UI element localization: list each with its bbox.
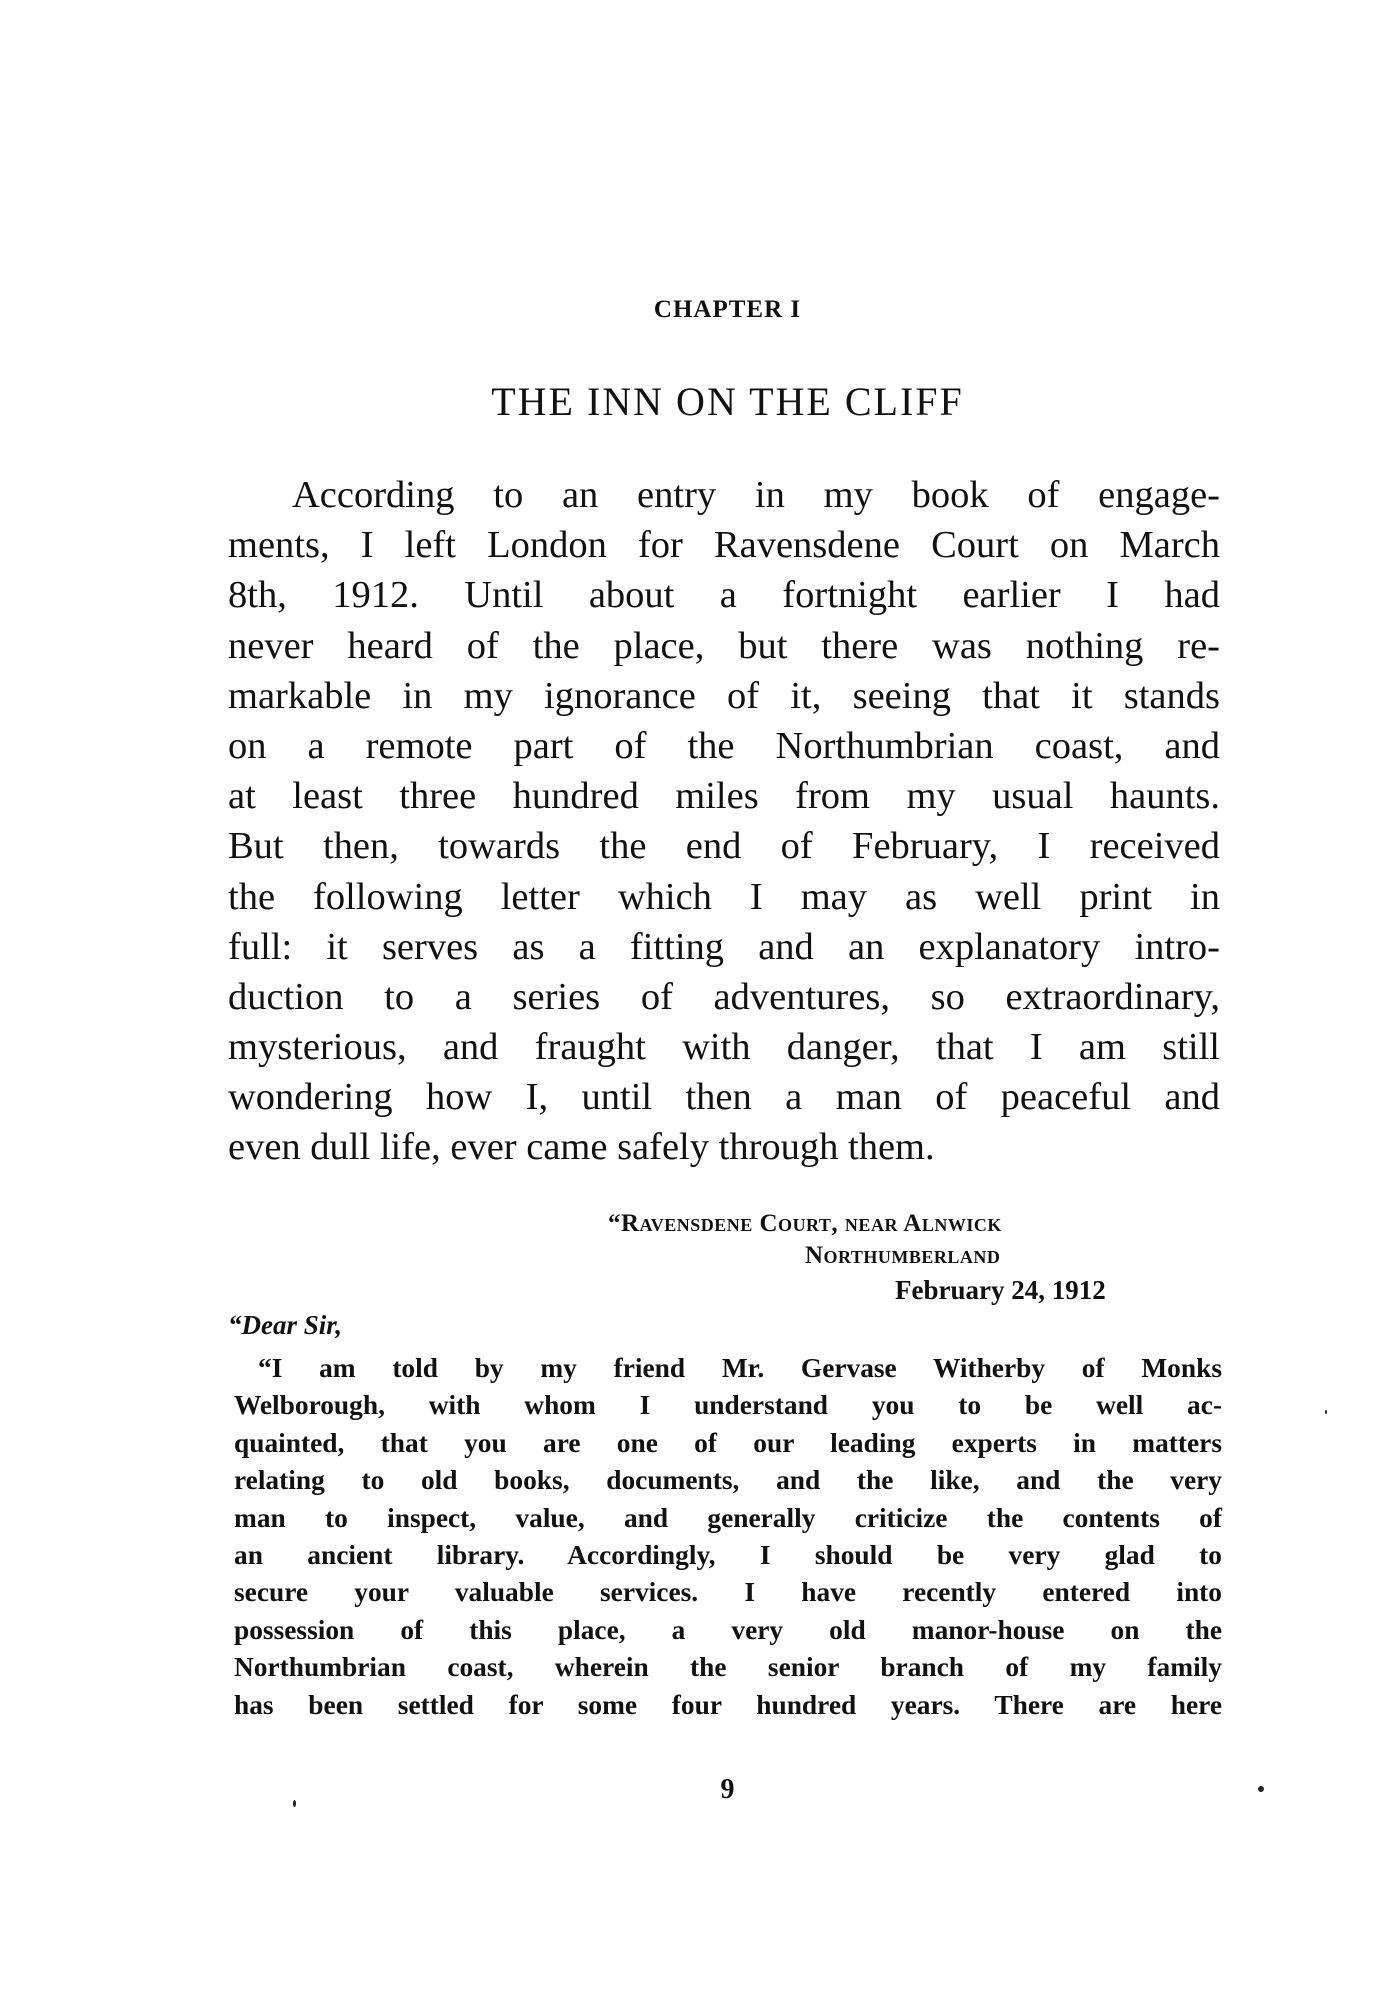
body-line: mysterious, and fraught with danger, that I am still [228,1026,1220,1069]
letter-address-county: Northumberland [805,1242,1001,1269]
body-line: even dull life, ever came safely through them. [228,1126,935,1169]
body-line: duction to a series of adventures, so extraordinary, [228,975,1220,1018]
body-line: full: it serves as a fitting and an explanatory intro- [228,925,1220,968]
ink-speck [1258,1786,1264,1792]
letter-address-line: “Ravensdene Court, near Alnwick [608,1210,1002,1237]
ink-speck [293,1800,296,1807]
body-line: never heard of the place, but there was nothing re- [228,624,1220,667]
page-number: 9 [720,1774,735,1805]
body-line: ments, I left London for Ravensdene Court on March [228,524,1220,567]
body-paragraph [228,470,1220,1173]
letter-line: quainted, that you are one of our leading experts in matters [234,1427,1222,1458]
letter-body [234,1350,1222,1724]
letter-line: possession of this place, a very old manor-house on the [234,1614,1222,1645]
body-line: the following letter which I may as well print in [228,875,1220,918]
body-line: According to an entry in my book of engage- [292,474,1220,516]
chapter-label: CHAPTER I [653,296,802,323]
letter-date: February 24, 1912 [895,1275,1106,1305]
body-line: wondering how I, until then a man of peaceful and [228,1076,1220,1119]
letter-line: man to inspect, value, and generally criticize the contents of [234,1502,1222,1533]
letter-line: “I am told by my friend Mr. Gervase Witherby of Monks [258,1353,1222,1383]
letter-line: relating to old books, documents, and the like, and the very [234,1465,1222,1496]
letter-line: Welborough, with whom I understand you to be well ac- [234,1390,1222,1421]
letter-line: Northumbrian coast, wherein the senior branch of my family [234,1652,1222,1683]
letter-salutation: “Dear Sir, [228,1310,343,1340]
body-line: at least three hundred miles from my usual haunts. [228,775,1220,818]
letter-line: an ancient library. Accordingly, I should be very glad to [234,1539,1222,1570]
body-line: on a remote part of the Northumbrian coast, and [228,724,1220,767]
ink-speck [1325,1410,1327,1414]
letter-line: secure your valuable services. I have recently entered into [234,1577,1222,1608]
body-line: But then, towards the end of February, I received [228,825,1220,868]
chapter-title: THE INN ON THE CLIFF [491,379,964,424]
body-line: 8th, 1912. Until about a fortnight earlier I had [228,574,1220,617]
body-line: markable in my ignorance of it, seeing that it stands [228,674,1220,717]
letter-line: has been settled for some four hundred years. There are here [234,1689,1222,1720]
